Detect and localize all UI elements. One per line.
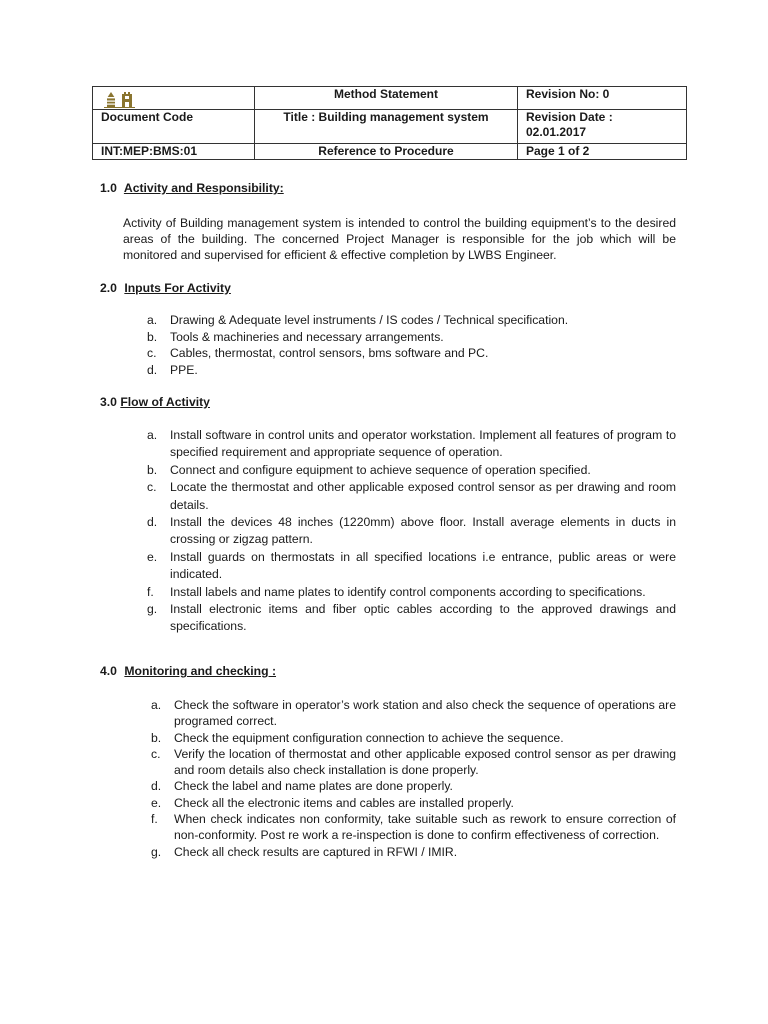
section-heading-4: [100, 664, 276, 678]
revision-date-value: 02.01.2017: [526, 125, 587, 139]
section-3-list: [147, 427, 676, 636]
list-item-text: When check indicates non conformity, take suitable such as rework to ensure correction of non-conformity. Post re work a re-inspection is done to confirm effectiveness of correction.: [174, 812, 676, 843]
list-item-text: PPE.: [170, 362, 198, 377]
list-item-text: Install the devices 48 inches (1220mm) above floor. Install average elements in ducts in crossing or zigzag pattern.: [170, 515, 676, 547]
revision-no-cell: Revision No: 0: [518, 87, 687, 110]
list-item-text: Install electronic items and fiber optic cables according to the approved drawings and specifications.: [170, 602, 676, 634]
company-logo-icon: [101, 88, 141, 108]
list-marker: b.: [147, 462, 158, 477]
list-item-text: Connect and configure equipment to achieve sequence of operation specified.: [170, 462, 591, 477]
list-item-text: Check the label and name plates are done properly.: [174, 779, 453, 794]
list-marker: c.: [147, 346, 157, 360]
section-2-list: [147, 312, 650, 378]
list-item-text: Tools & machineries and necessary arrangements.: [170, 329, 444, 344]
list-item-text: Drawing & Adequate level instruments / IS codes / Technical specification.: [170, 313, 569, 327]
list-item: [147, 427, 676, 462]
list-item-text: Check all check results are captured in RFWI / IMIR.: [174, 844, 458, 859]
list-item: [147, 362, 650, 379]
list-item: [151, 795, 676, 811]
list-marker: b.: [151, 730, 162, 745]
list-item: [147, 601, 676, 636]
list-marker: a.: [147, 428, 158, 442]
list-marker: c.: [147, 480, 157, 495]
list-item: [151, 730, 676, 746]
list-item-text: Verify the location of thermostat and other applicable exposed control sensor as per drawing and room details also check installation is done properly.: [174, 746, 676, 778]
list-marker: c.: [151, 746, 161, 761]
list-item: [151, 778, 676, 794]
list-item: [151, 746, 676, 779]
list-item-text: Check all the electronic items and cables are installed properly.: [174, 795, 514, 810]
section-heading-3: [100, 395, 210, 409]
section-number: 4.0: [100, 664, 117, 678]
list-item-text: Cables, thermostat, control sensors, bms software and PC.: [170, 346, 489, 360]
list-item: [147, 549, 676, 584]
list-marker: d.: [147, 362, 158, 377]
list-item: [147, 514, 676, 549]
list-marker: e.: [151, 795, 162, 810]
list-item: [147, 345, 650, 362]
list-item: [147, 329, 650, 346]
section-number: 2.0: [100, 281, 117, 295]
revision-date-cell: [518, 110, 687, 144]
list-marker: a.: [147, 313, 158, 327]
list-item: [151, 697, 676, 730]
list-item: [147, 312, 650, 329]
revision-date-label: Revision Date :: [526, 110, 613, 124]
section-title: Monitoring and checking :: [124, 664, 277, 678]
section-heading-2: [100, 281, 231, 295]
list-item: [147, 479, 676, 514]
list-item-text: Install labels and name plates to identify control components according to specifications.: [170, 584, 646, 599]
list-item-text: Install guards on thermostats in all specified locations i.e entrance, public areas or were indicated.: [170, 549, 676, 582]
document-code-label-cell: Document Code: [93, 110, 255, 144]
list-item: [147, 584, 676, 601]
section-title: Flow of Activity: [120, 395, 210, 409]
list-marker: e.: [147, 549, 158, 564]
section-1-paragraph: Activity of Building management system is intended to control the building equipment’s to the desired areas of the building. The concerned Project Manager is responsible for the job which will be monitored and supervised for efficient & effective completion by LWBS Engineer.: [123, 216, 676, 262]
section-heading-1: [100, 181, 284, 195]
list-item: [147, 462, 676, 479]
page-number-cell: Page 1 of 2: [518, 144, 687, 160]
list-marker: d.: [151, 779, 162, 794]
section-title: Inputs For Activity: [124, 281, 231, 295]
method-statement-cell: Method Statement: [255, 87, 518, 110]
list-marker: a.: [151, 698, 162, 712]
list-marker: f.: [151, 812, 158, 827]
document-title-cell: Title : Building management system: [255, 110, 518, 144]
header-table: [92, 86, 687, 160]
list-marker: g.: [147, 602, 158, 617]
list-item-text: Check the software in operator’s work station and also check the sequence of operations are programed correct.: [174, 698, 676, 729]
list-item-text: Install software in control units and operator workstation. Implement all features of program to specified requirement and appropriate sequence of operation.: [170, 428, 676, 460]
section-4-list: [151, 697, 676, 860]
section-number: 1.0: [100, 181, 117, 195]
list-marker: g.: [151, 844, 162, 859]
list-marker: d.: [147, 515, 158, 530]
document-code-cell: INT:MEP:BMS:01: [93, 144, 255, 160]
section-title: Activity and Responsibility:: [123, 181, 284, 195]
list-item-text: Check the equipment configuration connection to achieve the sequence.: [174, 730, 564, 745]
list-marker: f.: [147, 584, 154, 599]
section-number: 3.0: [100, 395, 117, 409]
list-item-text: Locate the thermostat and other applicable exposed control sensor as per drawing and room details.: [170, 480, 676, 512]
logo-cell: [93, 87, 255, 110]
list-item: [151, 811, 676, 844]
reference-procedure-cell: Reference to Procedure: [255, 144, 518, 160]
list-marker: b.: [147, 329, 158, 344]
list-item: [151, 844, 676, 860]
